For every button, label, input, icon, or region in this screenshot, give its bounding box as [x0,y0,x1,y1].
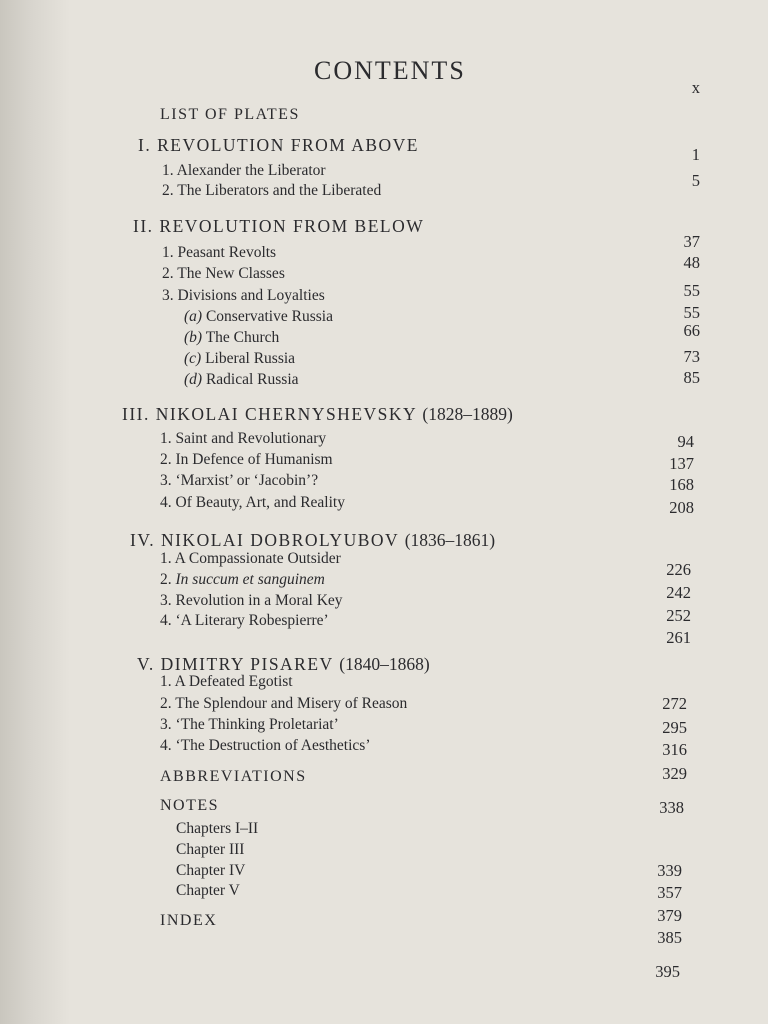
toc-entry: 3. ‘The Thinking Proletariat’ [160,716,339,733]
page-number: 168 [669,475,694,494]
part-dates: (1840–1868) [339,654,430,674]
toc-entry: 1. Peasant Revolts [162,244,277,261]
page-number: 329 [662,764,687,783]
part-title: NIKOLAI DOBROLYUBOV [160,530,399,550]
toc-entry: 3. Divisions and Loyalties [162,287,325,304]
page-number: 48 [683,253,700,272]
part-number: IV. [130,530,156,550]
toc-entry: 1. A Compassionate Outsider [160,550,341,567]
toc-entry: 3. Revolution in a Moral Key [160,592,343,609]
page-number: 85 [683,368,700,387]
page-number: 395 [655,962,680,981]
toc-entry: 1. Saint and Revolutionary [160,430,327,447]
toc-entry: 2. In Defence of Humanism [160,451,333,468]
part-number: V. [137,654,155,674]
abbreviations-label: ABBREVIATIONS [160,768,307,785]
part-number: I. [138,135,152,155]
part-dates: (1828–1889) [422,404,513,424]
part-3-heading [122,404,513,425]
page-number: 272 [662,694,687,713]
page-number: 242 [666,583,691,602]
part-dates: (1836–1861) [404,530,496,550]
page-title: CONTENTS [314,56,466,85]
page-number: 208 [669,498,694,517]
toc-entry: 4. ‘A Literary Robespierre’ [160,612,329,629]
page-number: 252 [666,606,691,625]
part-5-heading [137,654,430,675]
toc-subentry: (c) Liberal Russia [184,350,296,367]
page-number: 55 [683,281,700,300]
part-title: REVOLUTION FROM BELOW [159,216,425,236]
page-number: 137 [669,454,694,473]
toc-entry: 1. A Defeated Egotist [160,673,293,690]
toc-entry: 2. The Splendour and Misery of Reason [160,695,408,712]
page-number: 94 [677,432,694,451]
part-title: REVOLUTION FROM ABOVE [157,135,420,155]
toc-entry: 4. Of Beauty, Art, and Reality [160,494,345,511]
part-number: II. [133,216,154,236]
part-2-heading [133,216,424,237]
list-of-plates-label: LIST OF PLATES [160,106,300,123]
toc-entry: 4. ‘The Destruction of Aesthetics’ [160,737,371,754]
notes-label: NOTES [160,797,220,814]
part-number: III. [122,404,150,424]
page-number: 357 [657,883,682,902]
toc-subentry: (b) The Church [184,329,280,346]
toc-subentry: (a) Conservative Russia [184,308,333,325]
notes-item: Chapter III [176,841,245,858]
list-of-plates-page: x [691,78,700,97]
toc-entry: 1. Alexander the Liberator [162,162,326,179]
page-number: 73 [683,347,700,366]
part-title: DIMITRY PISAREV [160,654,334,674]
page-number: 339 [657,861,682,880]
index-label: INDEX [160,912,218,929]
page-number: 295 [662,718,687,737]
page-number: 37 [683,232,700,251]
notes-item: Chapters I–II [176,820,259,837]
page-number: 261 [666,628,691,647]
page-number: 1 [691,145,700,164]
page-number: 66 [683,321,700,340]
page-number: 385 [657,928,682,947]
notes-item: Chapter IV [176,862,246,879]
page-number: 226 [666,560,691,579]
toc-entry: 3. ‘Marxist’ or ‘Jacobin’? [160,472,319,489]
toc-entry: 2. In succum et sanguinem [160,571,325,588]
page-number: 379 [657,906,682,925]
page-number: 55 [683,303,700,322]
toc-subentry: (d) Radical Russia [184,371,299,388]
part-title: NIKOLAI CHERNYSHEVSKY [155,404,417,424]
toc-entry: 2. The New Classes [162,265,285,282]
page-number: 5 [691,171,700,190]
notes-item: Chapter V [176,882,240,899]
part-4-heading [130,530,495,551]
part-1-heading [138,135,419,156]
page-number: 338 [659,798,684,817]
page-number: 316 [662,740,687,759]
toc-entry: 2. The Liberators and the Liberated [162,182,382,199]
